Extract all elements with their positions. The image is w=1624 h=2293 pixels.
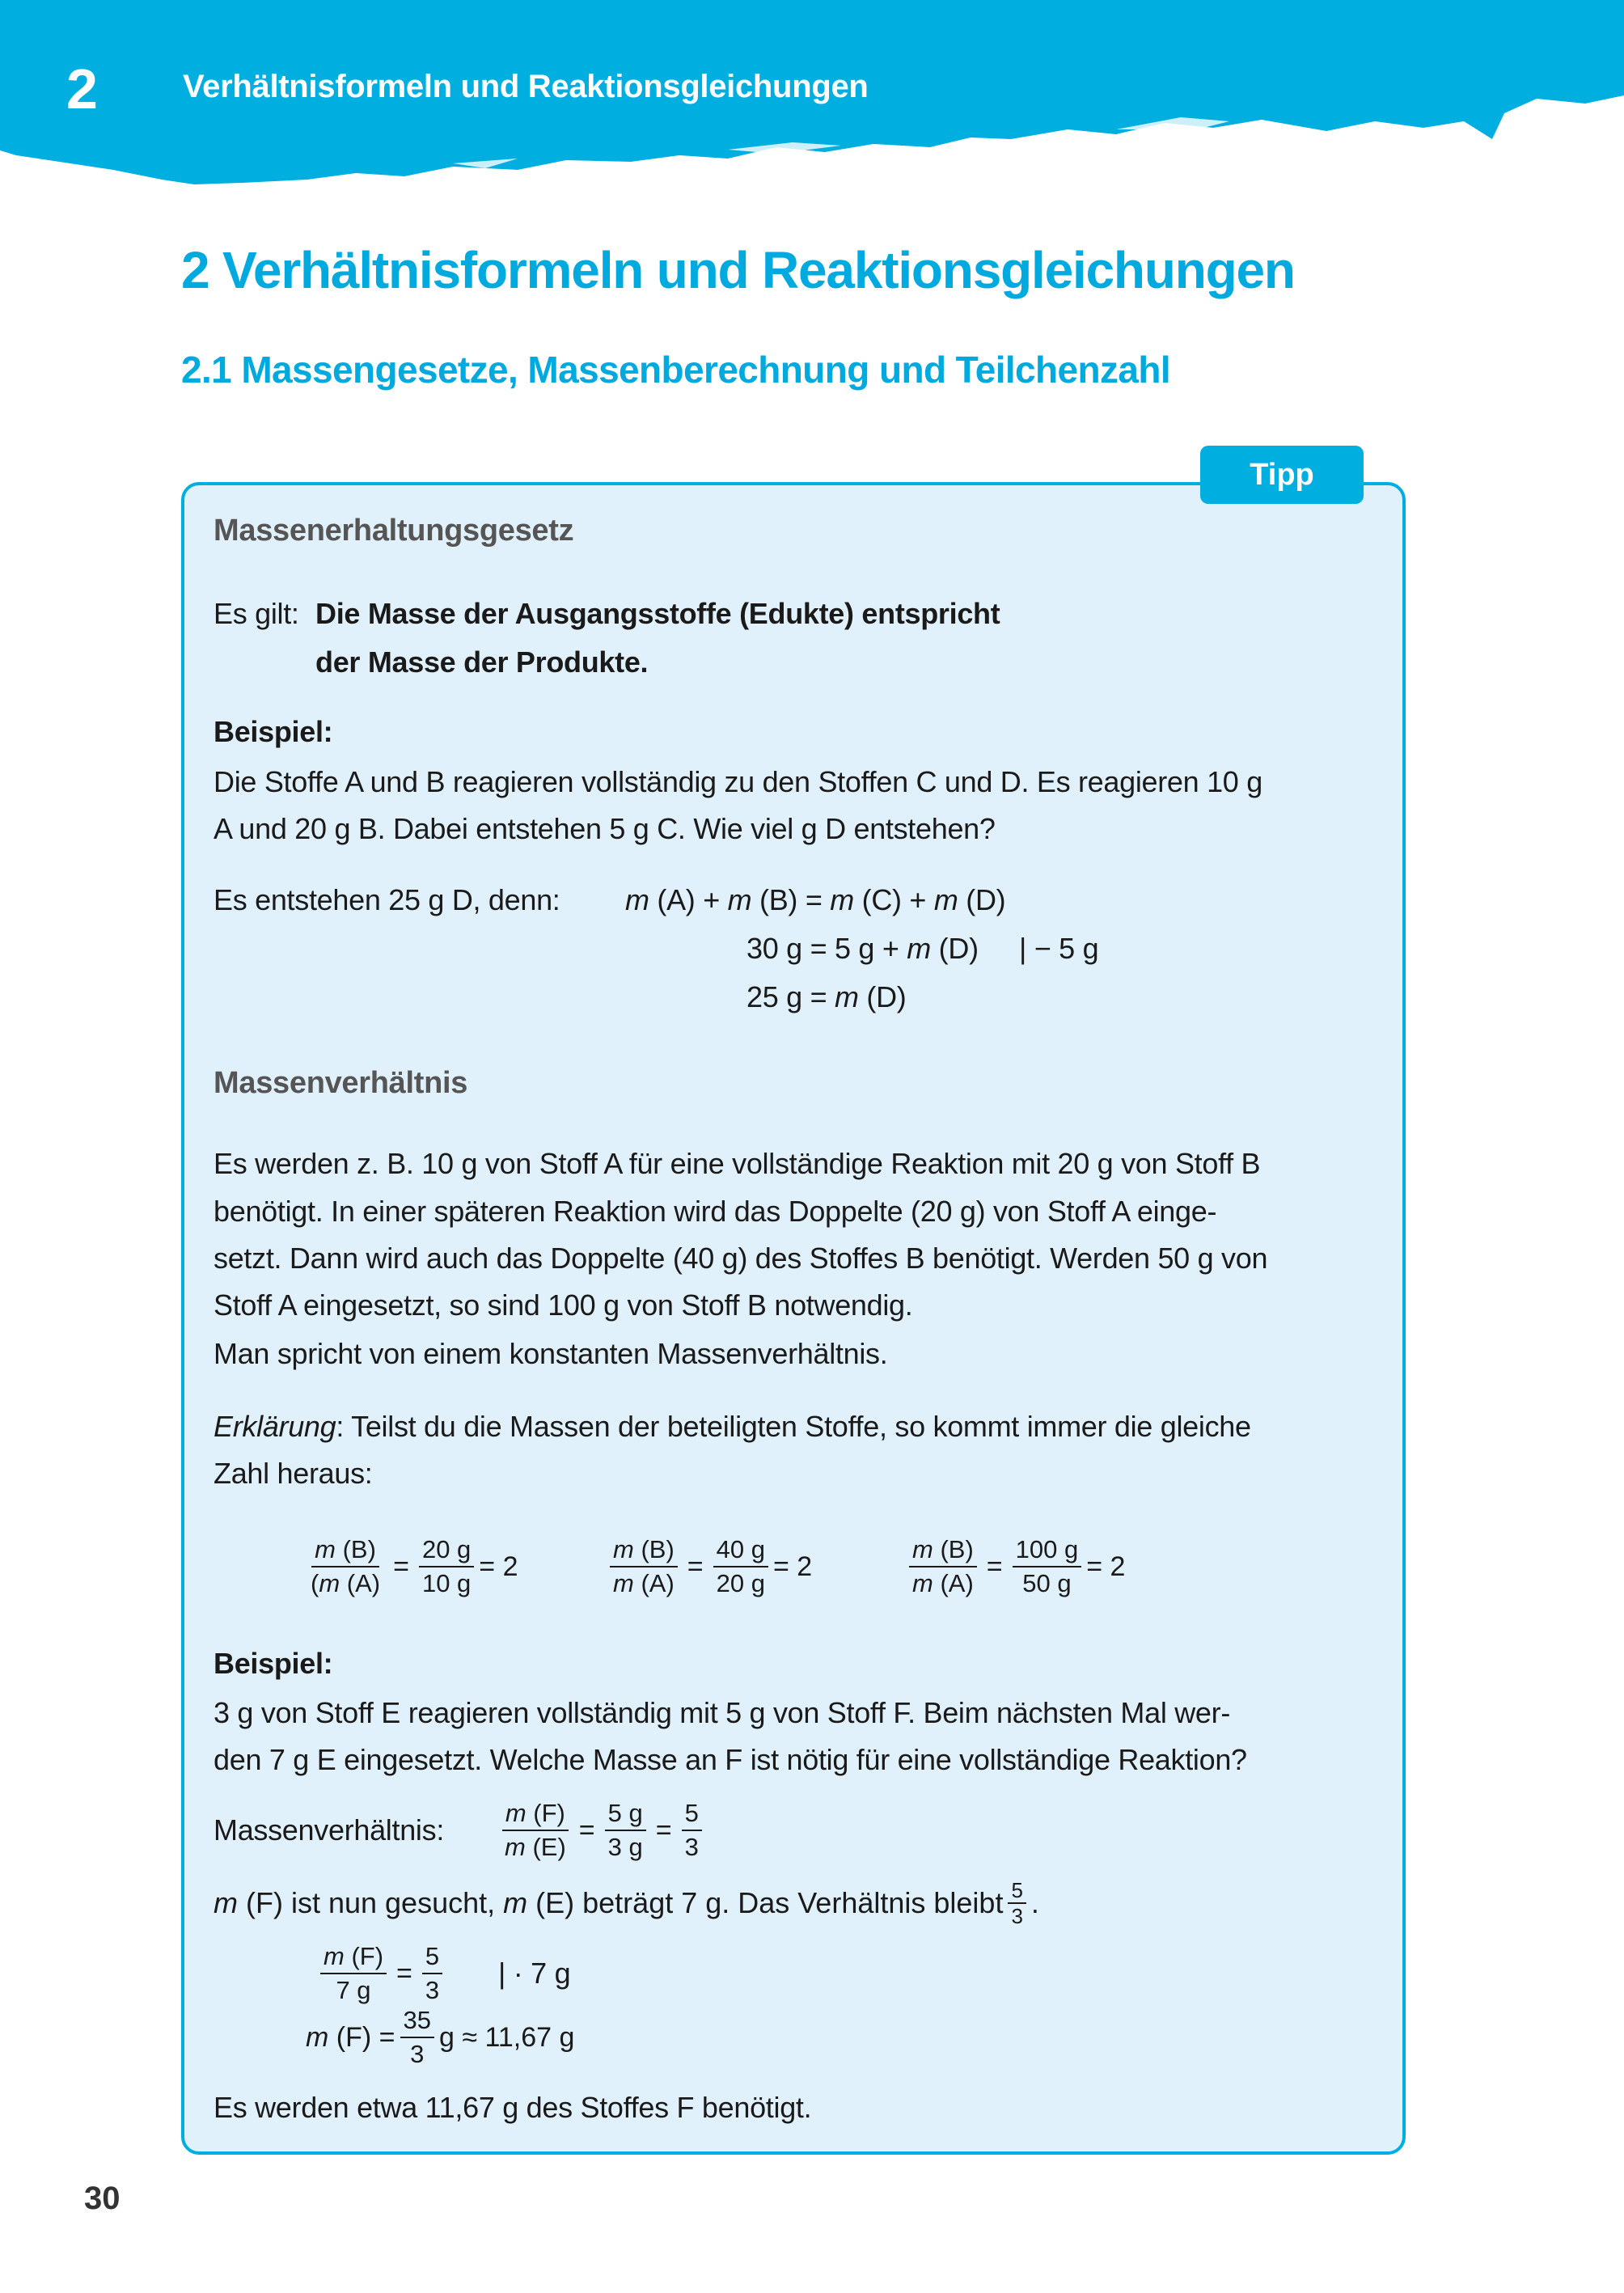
page-title: 2 Verhältnisformeln und Reaktionsgleichungen: [181, 241, 1295, 299]
numerator: m (B): [610, 1534, 678, 1567]
es-gilt-label: Es gilt:: [214, 597, 299, 630]
result: = 2: [1086, 1551, 1126, 1582]
law-line-1: Die Masse der Ausgangsstoffe (Edukte) entspricht: [315, 597, 1000, 630]
numerator: m (F): [502, 1797, 569, 1831]
explanation-label: Erklärung: [214, 1410, 336, 1443]
numerator: 100 g: [1013, 1534, 1082, 1567]
denominator: m (A): [613, 1569, 675, 1597]
given-line: m (F) ist nun gesucht, m (E) beträgt 7 g. Das Verhältnis bleibt $\frac{5}{3}$ .: [214, 1878, 1039, 1928]
numerator: m (B): [311, 1534, 379, 1567]
law-line-2: der Masse der Produkte.: [315, 645, 649, 679]
denominator: 3 g: [607, 1833, 643, 1861]
example-text: den 7 g E eingesetzt. Welche Masse an F ist nötig für eine vollständige Reaktion?: [214, 1743, 1247, 1776]
denominator: 20 g: [716, 1569, 765, 1597]
numerator: 5: [682, 1797, 702, 1831]
explanation-text: Zahl heraus:: [214, 1457, 373, 1490]
paragraph-line: Man spricht von einem konstanten Massenverhältnis.: [214, 1337, 888, 1370]
example-label: Beispiel:: [214, 1647, 333, 1680]
rhs: g ≈ 11,67 g: [438, 2021, 575, 2053]
heading-massenerhaltungsgesetz: Massenerhaltungsgesetz: [214, 514, 574, 548]
ratio-equation: $\frac{m (B)}{(m (A)}$ = $\frac{20 g}{10 g}$ = 2: [302, 1526, 518, 1607]
example-text: 3 g von Stoff E reagieren vollständig mit 5 g von Stoff F. Beim nächsten Mal wer-: [214, 1696, 1231, 1729]
paragraph-line: setzt. Dann wird auch das Doppelte (40 g) des Stoffes B benötigt. Werden 50 g von: [214, 1242, 1268, 1275]
lhs: m (F) =: [306, 2021, 395, 2053]
chapter-number: 2: [66, 57, 98, 121]
denominator: 3: [425, 1976, 440, 2004]
answer-intro: Es entstehen 25 g D, denn:: [214, 883, 560, 916]
conclusion: Es werden etwa 11,67 g des Stoffes F benötigt.: [214, 2091, 812, 2124]
paragraph-line: benötigt. In einer späteren Reaktion wird das Doppelte (20 g) von Stoff A einge-: [214, 1195, 1217, 1228]
tip-tab: Tipp: [1200, 446, 1364, 504]
numerator: 5 g: [605, 1797, 646, 1831]
page-number: 30: [84, 2181, 121, 2216]
denominator: 3: [410, 2040, 425, 2068]
numerator: 5: [1008, 1878, 1026, 1904]
equation-line: 25 g = m (D): [746, 980, 907, 1013]
denominator: m (E): [505, 1833, 566, 1861]
ratio-equation: $\frac{m (B)}{m (A)}$ = $\frac{100 g}{50 g}$ = 2: [904, 1526, 1125, 1607]
result-equation: [306, 1997, 574, 2078]
ratio-label: Massenverhältnis:: [214, 1813, 445, 1847]
denominator: 3: [1011, 1904, 1023, 1928]
paragraph-line: Stoff A eingesetzt, so sind 100 g von Stoff B notwendig.: [214, 1288, 913, 1322]
numerator: 40 g: [713, 1534, 768, 1567]
step-equation: $\frac{m (F)}{7 g}$ = $\frac{5}{3}$: [315, 1933, 447, 2014]
step-note: | · 7 g: [498, 1957, 571, 1990]
given-text: m (F) ist nun gesucht, m (E) beträgt 7 g. Das Verhältnis bleibt: [214, 1886, 1004, 1919]
denominator: 3: [684, 1833, 699, 1861]
equation-line: 30 g = 5 g + m (D): [746, 932, 979, 965]
explanation-line: [214, 1402, 1251, 1451]
denominator: m (A): [912, 1569, 974, 1597]
equation-line: m (A) + m (B) = m (C) + m (D): [625, 883, 1006, 916]
ratio-equation: $\frac{m (B)}{m (A)}$ = $\frac{40 g}{20 g}$ = 2: [605, 1526, 812, 1607]
numerator: m (B): [909, 1534, 977, 1567]
denominator: 50 g: [1022, 1569, 1072, 1597]
running-header-title: Verhältnisformeln und Reaktionsgleichungen: [183, 69, 869, 104]
explanation-text: : Teilst du die Massen der beteiligten Stoffe, so kommt immer die gleiche: [336, 1410, 1251, 1443]
example-label: Beispiel:: [214, 715, 333, 748]
equation-note: | − 5 g: [1019, 932, 1099, 965]
denominator: (m (A): [311, 1569, 381, 1597]
example-text: A und 20 g B. Dabei entstehen 5 g C. Wie viel g D entstehen?: [214, 812, 996, 845]
numerator: 35: [400, 2004, 434, 2038]
result: = 2: [772, 1551, 813, 1582]
denominator: 7 g: [336, 1976, 371, 2004]
section-title: 2.1 Massengesetze, Massenberechnung und Teilchenzahl: [181, 349, 1171, 391]
numerator: m (F): [320, 1940, 387, 1974]
result: = 2: [479, 1551, 518, 1582]
paragraph-line: Es werden z. B. 10 g von Stoff A für eine vollständige Reaktion mit 20 g von Stoff B: [214, 1147, 1261, 1180]
numerator: 20 g: [419, 1534, 474, 1567]
heading-massenverhaeltnis: Massenverhältnis: [214, 1066, 468, 1100]
example-text: Die Stoffe A und B reagieren vollständig zu den Stoffen C und D. Es reagieren 10 g: [214, 765, 1262, 798]
denominator: 10 g: [421, 1569, 472, 1597]
numerator: 5: [422, 1940, 442, 1974]
ratio-equation: $\frac{m (F)}{m (E)}$ = $\frac{5 g}{3 g}$ = $\frac{5}{3}$: [497, 1790, 707, 1871]
